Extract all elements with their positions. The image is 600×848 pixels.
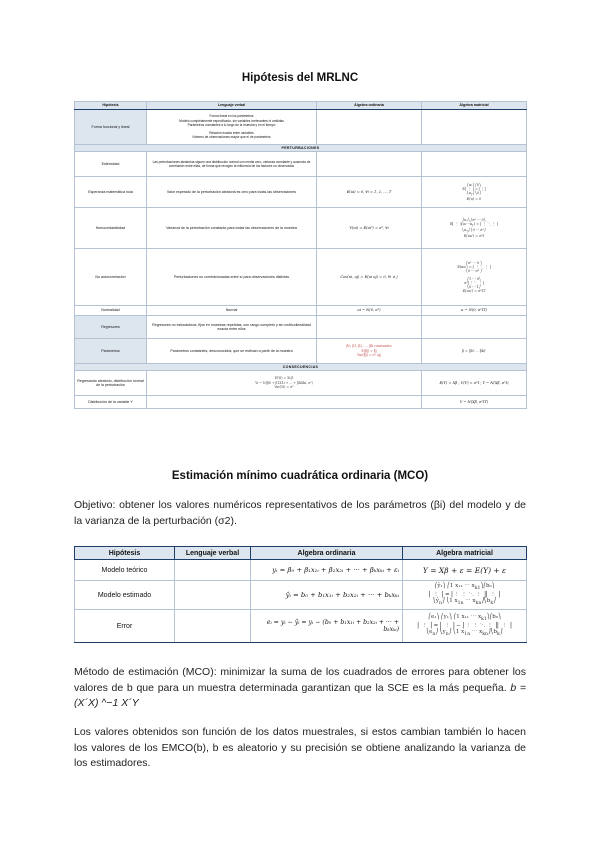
table-header-row bbox=[75, 102, 527, 110]
header-lenguaje-verbal: Lenguaje verbal bbox=[175, 547, 251, 560]
matrix-estimado: ⎛ŷ₁⎞ ⎛1 x₁₁ ⋯ $x_{k1}⎞⎛b_0⎞$ ⎜ ⋮ ⎟ = ⎜⋮ ⋮ ⋱ ⋮ ⎟⎜ ⋮ ⎟ $⎝ŷ_n⎠$ ⎝1 $x_{1n}$ ⋯ $x_{kn}⎠⎝b_k⎠$ bbox=[403, 581, 527, 610]
section-title-mrlnc: Hipótesis del MRLNC bbox=[241, 72, 359, 84]
table-row: No autocorrelación Perturbaciones no correlacionadas entre sí para observaciones distintas Cov(ui, uj) = E(ui uj) = 0, ∀i ≠ j ⎛σ² ⋯ 0 ⎞ E(uu') = ⎜ ⋮ ⋱ ⋮ ⎟ ⎝0 ⋯ σ² ⎠ ⎛1 ⋯ 0⎞ σ²⎜⋮ ⋱ ⋮⎟ ⎝0 ⋯ 1⎠ E(uu') = σ²IT bbox=[75, 249, 527, 306]
header-hipotesis: Hipótesis bbox=[75, 102, 147, 110]
mco-table bbox=[74, 546, 527, 643]
table-row: Parámetros Parámetros constantes, desconocidos, que se estiman a partir de la muestra β0, β1, β2, ..., βk constantes E(β̂j) = βj Var(β̂j) = σ² ajj β = (β0 ... βk)' bbox=[75, 339, 527, 364]
ols-formula: b = (X´X) ^−1 X´Y bbox=[74, 681, 526, 709]
row-label: Forma funcional y lineal bbox=[75, 110, 147, 145]
metodo-paragraph: Método de estimación (MCO): minimizar la suma de los cuadrados de errores para obtener los valores de b que para un muestra determinada garantizan que la SCE es la más pequeña. b = (X´X) ^−1 X´Y bbox=[74, 666, 526, 709]
header-lenguaje-verbal: Lenguaje verbal bbox=[147, 102, 317, 110]
table-row: Regresores Regresores no estocásticos, fijos en muestras repetidas, con rango completo y sin multicolinealidad exacta entre ellos bbox=[75, 316, 527, 339]
table-row: Modelo teórico yᵢ = β₀ + β₁x₁ᵢ + β₂x₂ᵢ + ··· + βₖxₖᵢ + εᵢ Y = Xβ + ε = E(Y) + ε bbox=[75, 560, 527, 581]
table-row: Modelo estimado ŷᵢ = b₀ + b₁x₁ᵢ + b₂x₂ᵢ + ··· + bₖxₖᵢ ⎛ŷ₁⎞ ⎛1 x₁₁ ⋯ $x_{k1}⎞⎛b_0⎞$ ⎜ ⋮ ⎟ = ⎜⋮ ⋮ ⋱ ⋮ ⎟⎜ ⋮ ⎟ $⎝ŷ_n⎠$ ⎝1 $x_{1n}$ ⋯ $x_{kn}⎠⎝b_k⎠$ bbox=[75, 581, 527, 610]
hypothesis-table bbox=[74, 101, 527, 409]
matrix-error: ⎛e₁⎞ ⎛y₁⎞ ⎛1 x₁₁ ⋯ $x_{k1}⎞⎛b_0⎞$ ⎜ ⋮ ⎟ = ⎜ ⋮ ⎟ − ⎜⋮ ⋮ ⋱ ⋮ ⎟⎜ ⋮ ⎟ $⎝e_n⎠$ $⎝y_n⎠$ ⎝1 $x_{1n}$ ⋯ $x_{kn}⎠⎝b_k⎠$ bbox=[403, 610, 527, 643]
section-row-perturbaciones: PERTURBACIONES bbox=[75, 145, 527, 152]
table-row: Regresando aleatorio, distribución normal de la perturbación E(Yi) = Xi β Yi ~ N(β0 + β1X1i + ... + βkXki, σ²) Var(Yi) = σ² E(Y) = Xβ ; V(Y) = σ²I ; Y ~ N(Xβ, σ²I) bbox=[75, 371, 527, 396]
header-algebra-matricial: Algebra matricial bbox=[403, 547, 527, 560]
table-row: Normalidad Normal ui ~ N(0, σ²) u ~ N(0, σ²IT) bbox=[75, 306, 527, 316]
valores-paragraph: Los valores obtenidos son función de los datos muestrales, si estos cambian también lo hacen los valores de los EMCO(b), b es aleatorio y su precisión se obtiene analizando la varianza de los estimadores. bbox=[74, 726, 526, 769]
header-algebra-ordinaria: Álgebra ordinaria bbox=[317, 102, 422, 110]
table-row bbox=[75, 110, 527, 145]
section-title-mco: Estimación mínimo cuadrática ordinaria (MCO) bbox=[171, 470, 429, 482]
objetivo-paragraph: Objetivo: obtener los valores numéricos representativos de los parámetros (βi) del modelo y de la varianza de la perturbación (σ2). bbox=[74, 499, 526, 527]
table-header-row bbox=[75, 547, 527, 560]
table-row: Error eᵢ = yᵢ − ŷᵢ = yᵢ − (b₀ + b₁x₁ᵢ + b₂x₂ᵢ + ··· + bₖxₖᵢ) ⎛e₁⎞ ⎛y₁⎞ ⎛1 x₁₁ ⋯ $x_{k1}⎞⎛b_0⎞$ ⎜ ⋮ ⎟ = ⎜ ⋮ ⎟ − ⎜⋮ ⋮ ⋱ ⋮ ⎟⎜ ⋮ ⎟ $⎝e_n⎠$ $⎝y_n⎠$ ⎝1 $x_{1n}$ ⋯ $x_{kn}⎠⎝b_k⎠$ bbox=[75, 610, 527, 643]
row-verbal: Forma lineal en los parámetros Modelo completamente especificado, sin variables irrelevantes ni omitidas Parámetros constantes a lo largo de la muestra y en el tiempo Relación exacta entre variables Número de observaciones mayor que el de parámetros bbox=[147, 110, 317, 145]
row-label: Error bbox=[75, 610, 175, 643]
table-row: Esperanza matemática nula Valor esperado de la perturbación aleatoria es cero para todas las observaciones E(ui) = 0, ∀i = 1, 2, ..., T ⎛u₁⎞ ⎛0⎞ E⎜ ⋮ ⎟ = ⎜⋮⎟ $⎝u_T⎠$ ⎝0⎠ E(u) = 0 bbox=[75, 177, 527, 208]
table-row: Esfericidad Las perturbaciones aleatorias siguen una distribución normal con media cero, varianza constante y ausencia de correlación entre ellas, de forma que recogen la influencia de los factores no observados bbox=[75, 152, 527, 177]
table-row: Distribución de la variable Y Y ~ N(Xβ, σ²IT) bbox=[75, 396, 527, 409]
header-algebra-ordinaria: Algebra ordinaria bbox=[251, 547, 403, 560]
row-label: Modelo estimado bbox=[75, 581, 175, 610]
table-row: Homocedasticidad Varianza de la perturbación constante para todas las observaciones de la muestra V(ui) = E(ui²) = σ², ∀i ⎛u₁⎞ ⎛σ² ⋯ 0⎞ E⎜ ⋮ $⎟(u_1\cdots u_T)$ = ⎜ ⋮ ⋱ ⋮ ⎟ $⎝u_T⎠$ ⎝0 ⋯ σ²⎠ E(uu') = σ²I bbox=[75, 208, 527, 249]
header-hipotesis: Hipótesis bbox=[75, 547, 175, 560]
section-row-consecuencias: CONSECUENCIAS bbox=[75, 364, 527, 371]
header-algebra-matricial: Álgebra matricial bbox=[422, 102, 527, 110]
row-label: Modelo teórico bbox=[75, 560, 175, 581]
